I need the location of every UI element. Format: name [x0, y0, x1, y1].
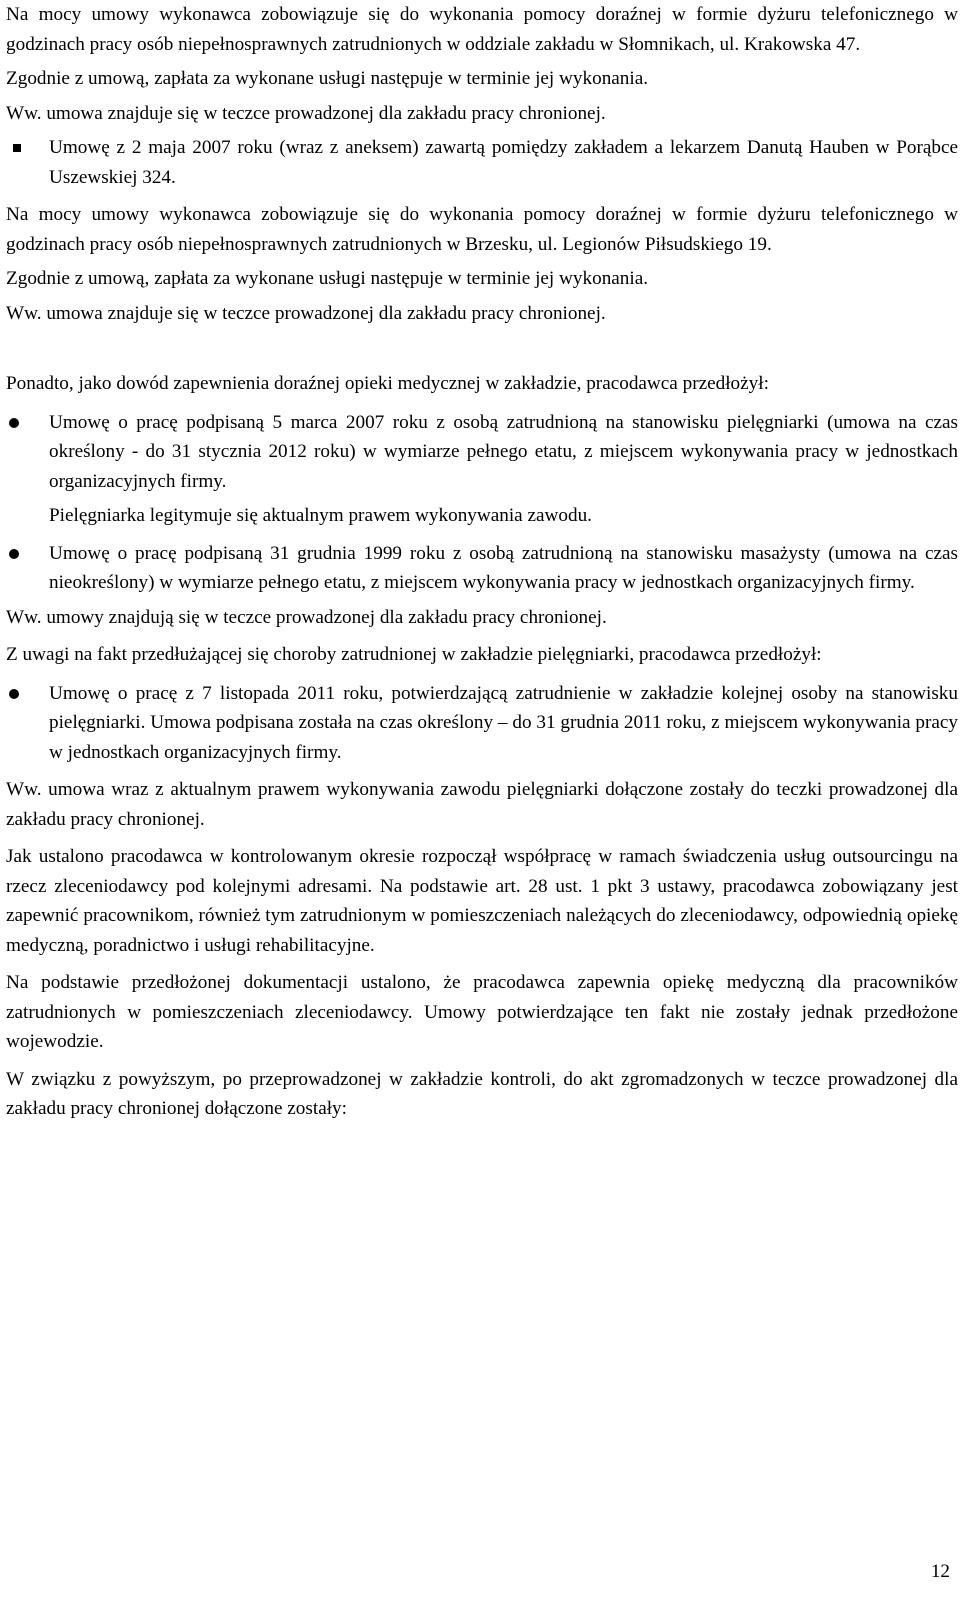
paragraph: Na podstawie przedłożonej dokumentacji ustalono, że pracodawca zapewnia opiekę medyczną dla pracowników zatrudnionych w pomieszczeniach zleceniodawcy. Umowy potwierdzające ten fakt nie zostały jednak przedłożone wojewodzie.: [6, 972, 958, 1052]
list-item: [6, 539, 958, 598]
paragraph: Ponadto, jako dowód zapewnienia doraźnej opieki medycznej w zakładzie, pracodawca przedłożył:: [6, 373, 769, 394]
indented-paragraph: Pielęgniarka legitymuje się aktualnym prawem wykonywania zawodu.: [49, 505, 592, 526]
list-item: [6, 679, 958, 768]
list-item-text: Umowę o pracę z 7 listopada 2011 roku, potwierdzającą zatrudnienie w zakładzie kolejnej osoby na stanowisku pielęgniarki. Umowa podpisana została na czas określony – do 31 grudnia 2011 roku, z miejscem wykonywania pracy w jednostkach organizacyjnych firmy.: [49, 682, 958, 763]
paragraph: Z uwagi na fakt przedłużającej się choroby zatrudnionej w zakładzie pielęgniarki, pracodawca przedłożył:: [6, 644, 822, 665]
list-item-text: Umowę o pracę podpisaną 31 grudnia 1999 roku z osobą zatrudnioną na stanowisku masażysty (umowa na czas nieokreślony) w wymiarze pełnego etatu, z miejscem wykonywania pracy w jednostkach organizacyjnych firmy.: [49, 542, 958, 593]
paragraph: Ww. umowa znajduje się w teczce prowadzonej dla zakładu pracy chronionej.: [6, 302, 606, 324]
paragraph: Na mocy umowy wykonawca zobowiązuje się do wykonania pomocy doraźnej w formie dyżuru telefonicznego w godzinach pracy osób niepełnosprawnych zatrudnionych w Brzesku, ul. Legionów Piłsudskiego 19.: [6, 204, 958, 255]
paragraph: Jak ustalono pracodawca w kontrolowanym okresie rozpoczął współpracę w ramach świadczenia usług outsourcingu na rzecz zleceniodawcy pod kolejnymi adresami. Na podstawie art. 28 ust. 1 pkt 3 ustawy, pracodawca zobowiązany jest zapewnić pracownikom, również tym zatrudnionym w pomieszczeniach należących do zleceniodawcy, odpowiednią opiekę medyczną, poradnictwo i usługi rehabilitacyjne.: [6, 846, 958, 956]
list-item-text: Umowę o pracę podpisaną 5 marca 2007 roku z osobą zatrudnioną na stanowisku pielęgniarki (umowa na czas określony - do 31 stycznia 2012 roku) w wymiarze pełnego etatu, z miejscem wykonywania pracy w jednostkach organizacyjnych firmy.: [49, 411, 958, 492]
page-number: 12: [930, 1561, 950, 1582]
list-item-text: Umowę z 2 maja 2007 roku (wraz z aneksem) zawartą pomiędzy zakładem a lekarzem Danutą Hauben w Porąbce Uszewskiej 324.: [49, 137, 958, 188]
bullet-dot-icon: [9, 418, 19, 428]
paragraph: W związku z powyższym, po przeprowadzonej w zakładzie kontroli, do akt zgromadzonych w teczce prowadzonej dla zakładu pracy chronionej dołączone zostały:: [6, 1068, 958, 1119]
paragraph: Na mocy umowy wykonawca zobowiązuje się do wykonania pomocy doraźnej w formie dyżuru telefonicznego w godzinach pracy osób niepełnosprawnych zatrudnionych w oddziale zakładu w Słomnikach, ul. Krakowska 47.: [6, 4, 958, 55]
paragraph: Ww. umowa wraz z aktualnym prawem wykonywania zawodu pielęgniarki dołączone zostały do teczki prowadzonej dla zakładu pracy chronionej.: [6, 779, 958, 830]
list-item: [6, 133, 958, 192]
square-bullet-icon: [13, 144, 21, 152]
paragraph: Ww. umowy znajdują się w teczce prowadzonej dla zakładu pracy chronionej.: [6, 606, 607, 628]
paragraph: Zgodnie z umową, zapłata za wykonane usługi następuje w terminie jej wykonania.: [6, 68, 649, 89]
paragraph: Ww. umowa znajduje się w teczce prowadzonej dla zakładu pracy chronionej.: [6, 102, 606, 124]
document-page: [6, 0, 958, 1124]
list-item: [6, 408, 958, 497]
bullet-dot-icon: [9, 689, 19, 699]
paragraph: Zgodnie z umową, zapłata za wykonane usługi następuje w terminie jej wykonania.: [6, 268, 649, 289]
bullet-dot-icon: [9, 549, 19, 559]
